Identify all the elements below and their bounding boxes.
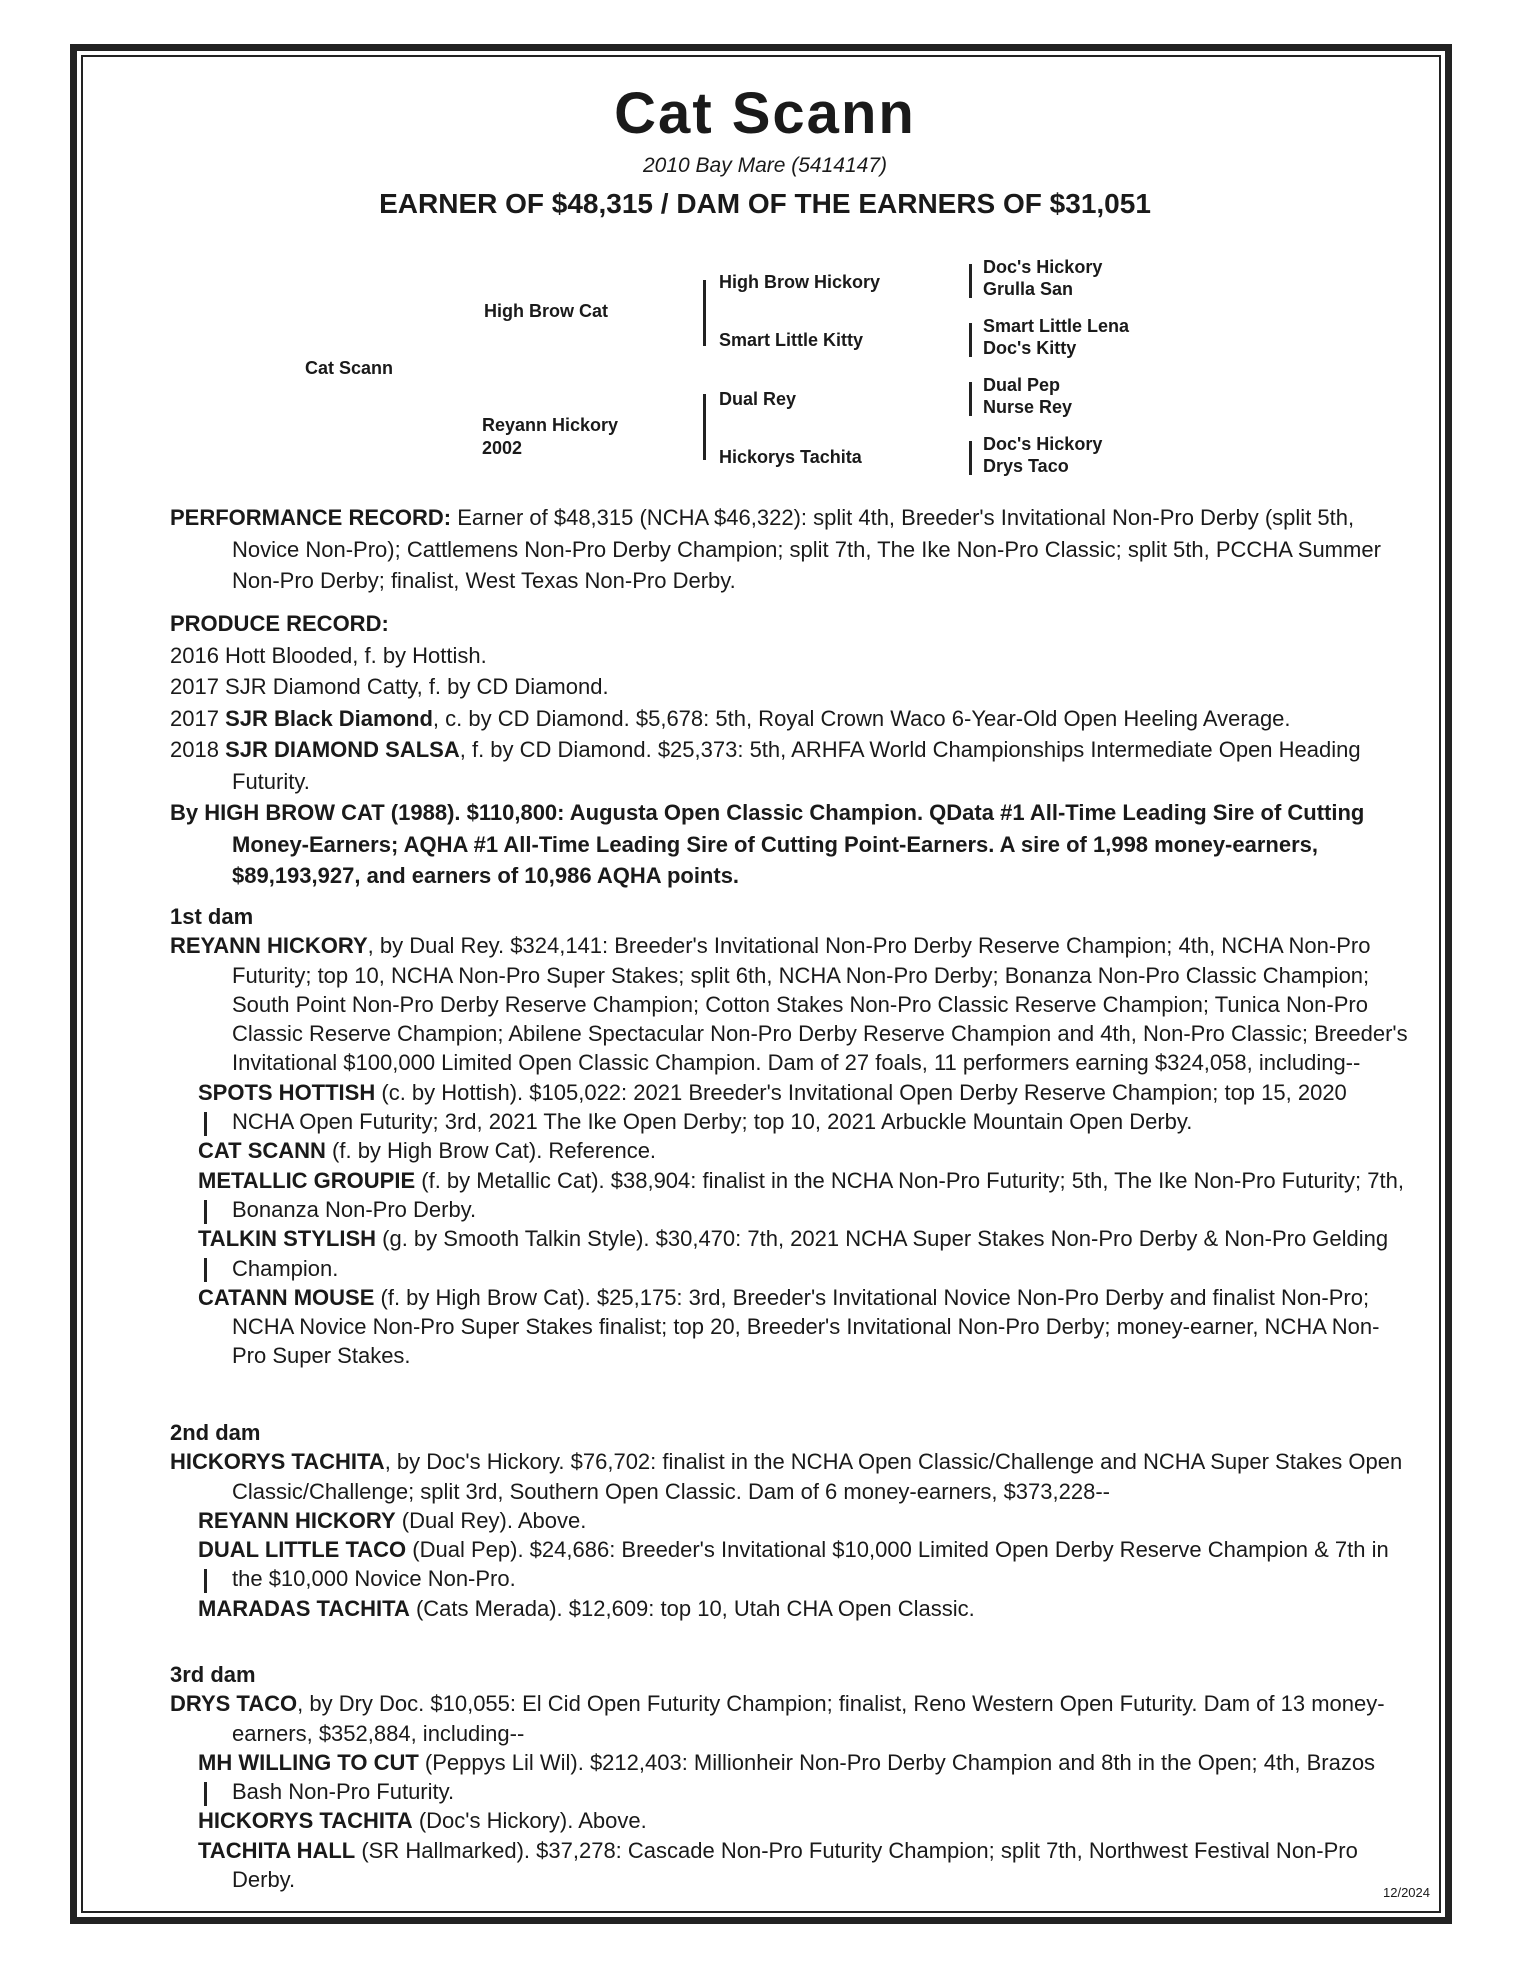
pedigree-gen4-item: Nurse Rey [983,397,1073,417]
continuation-bar [204,1569,207,1593]
continuation-bar [204,1200,207,1224]
offspring-entry: REYANN HICKORY (Dual Rey). Above. [198,1507,587,1533]
pedigree-gen4-item: Doc's Kitty [983,338,1077,358]
offspring-entry: MARADAS TACHITA (Cats Merada). $12,609: top 10, Utah CHA Open Classic. [198,1595,975,1621]
third-dam-section [170,1660,1410,1894]
pedigree-gen4-item: Grulla San [983,279,1074,299]
performance-record [170,502,1410,597]
third-dam-label: 3rd dam [170,1662,256,1687]
pedigree-gen4-item: Dual Pep [983,375,1061,395]
produce-item: 2018 SJR DIAMOND SALSA, f. by CD Diamond. $25,373: 5th, ARHFA World Championships Intermediate Open Heading Futurity. [170,737,1361,794]
first-dam-description: REYANN HICKORY, by Dual Rey. $324,141: Breeder's Invitational Non-Pro Derby Reserve Champion; 4th, NCHA Non-Pro Futurity; top 10, NCHA Non-Pro Super Stakes; split 6th, NCHA Non-Pro Derby; Bonanza Non-Pro Classic Champion; South Point Non-Pro Derby Reserve Champion; Cotton Stakes Non-Pro Classic Reserve Champion; Tunica Non-Pro Classic Reserve Champion; Abilene Spectacular Non-Pro Derby Reserve Champion and 4th, Non-Pro Classic; Breeder's Invitational $100,000 Limited Open Classic Champion. Dam of 27 foals, 11 performers earning $324,058, including-- [170,933,1408,1076]
pedigree-bracket-gen4 [969,441,972,475]
second-dam-section [170,1418,1410,1623]
produce-item: 2017 SJR Black Diamond, c. by CD Diamond. $5,678: 5th, Royal Crown Waco 6-Year-Old Open Heeling Average. [170,705,1291,731]
earnings-headline: EARNER OF $48,315 / DAM OF THE EARNERS OF $31,051 [379,188,1151,219]
continuation-bar [204,1258,207,1282]
produce-record [170,608,1410,892]
page-title: Cat Scann [614,81,916,146]
offspring-entry: METALLIC GROUPIE (f. by Metallic Cat). $38,904: finalist in the NCHA Non-Pro Futurity; 5th, The Ike Non-Pro Futurity; 7th, Bonanza Non-Pro Derby. [198,1167,1404,1222]
pedigree-gen4-item: Smart Little Lena [983,316,1130,336]
performance-text: Earner of $48,315 (NCHA $46,322): split 4th, Breeder's Invitational Non-Pro Derby (split 5th, Novice Non-Pro); Cattlemens Non-Pro Derby Champion; split 7th, The Ike Non-Pro Classic; split 5th, PCCHA Summer Non-Pro Derby; finalist, West Texas Non-Pro Derby. [232,505,1381,593]
pedigree-gen3-item: Dual Rey [719,389,797,409]
pedigree-bracket-gen4 [969,264,972,298]
first-dam-label: 1st dam [170,904,254,929]
offspring-entry: HICKORYS TACHITA (Doc's Hickory). Above. [198,1808,647,1834]
produce-item: 2016 Hott Blooded, f. by Hottish. [170,642,487,668]
horse-subtitle: 2010 Bay Mare (5414147) [643,154,887,177]
third-dam-description: DRYS TACO, by Dry Doc. $10,055: El Cid Open Futurity Champion; finalist, Reno Western Open Futurity. Dam of 13 money-earners, $352,884, including-- [170,1691,1385,1746]
first-dam-section [170,902,1410,1371]
produce-label: PRODUCE RECORD: [170,611,389,636]
pedigree-gen3-item: Smart Little Kitty [719,330,864,350]
produce-item: 2017 SJR Diamond Catty, f. by CD Diamond. [170,674,609,699]
offspring-entry: CATANN MOUSE (f. by High Brow Cat). $25,175: 3rd, Breeder's Invitational Novice Non-Pro Derby and finalist Non-Pro; NCHA Novice Non-Pro Super Stakes finalist; top 20, Breeder's Invitational Non-Pro Derby; money-earner, NCHA Non-Pro Super Stakes. [198,1284,1380,1369]
continuation-bar [204,1112,207,1136]
offspring-entry: SPOTS HOTTISH (c. by Hottish). $105,022: 2021 Breeder's Invitational Open Derby Reserve Champion; top 15, 2020 NCHA Open Futurity; 3rd, 2021 The Ike Open Derby; top 10, 2021 Arbuckle Mountain Open Derby. [198,1079,1347,1135]
pedigree-bracket-gen4 [969,323,972,357]
offspring-entry: CAT SCANN (f. by High Brow Cat). Reference. [198,1138,657,1164]
pedigree-bracket-gen4 [969,382,972,416]
offspring-entry: TALKIN STYLISH (g. by Smooth Talkin Style). $30,470: 7th, 2021 NCHA Super Stakes Non-Pro Derby & Non-Pro Gelding Champion. [198,1226,1389,1281]
continuation-bar [204,1782,207,1806]
pedigree-subject: Cat Scann [305,358,394,378]
pedigree-gen4-item: Doc's Hickory [983,434,1103,454]
performance-label: PERFORMANCE RECORD: [170,505,452,530]
pedigree-gen4-item: Doc's Hickory [983,257,1103,277]
pedigree-gen3-item: High Brow Hickory [719,272,881,292]
second-dam-label: 2nd dam [170,1420,261,1445]
pedigree-sire: High Brow Cat [484,301,608,321]
sire-note: By HIGH BROW CAT (1988). $110,800: Augusta Open Classic Champion. QData #1 All-Time Leading Sire of Cutting Money-Earners; AQHA #1 All-Time Leading Sire of Cutting Point-Earners. A sire of 1,998 money-earners, $89,193,927, and earners of 10,986 AQHA points. [170,800,1365,888]
offspring-entry: DUAL LITTLE TACO (Dual Pep). $24,686: Breeder's Invitational $10,000 Limited Open Derby Reserve Champion & 7th in the $10,000 Novice Non-Pro. [198,1537,1389,1592]
pedigree-bracket-sire [703,280,706,346]
pedigree-gen4-item: Drys Taco [983,456,1069,476]
pedigree-dam: Reyann Hickory [482,415,619,435]
second-dam-description: HICKORYS TACHITA, by Doc's Hickory. $76,702: finalist in the NCHA Open Classic/Challenge and NCHA Super Stakes Open Classic/Challenge; split 3rd, Southern Open Classic. Dam of 6 money-earners, $373,228-- [170,1449,1403,1504]
pedigree-bracket-dam [703,394,706,460]
pedigree-gen3-item: Hickorys Tachita [719,447,862,467]
offspring-entry: TACHITA HALL (SR Hallmarked). $37,278: Cascade Non-Pro Futurity Champion; split 7th, Northwest Festival Non-Pro Derby. [198,1837,1358,1893]
pedigree-dam-year: 2002 [482,438,523,458]
offspring-entry: MH WILLING TO CUT (Peppys Lil Wil). $212,403: Millionheir Non-Pro Derby Champion and 8th in the Open; 4th, Brazos Bash Non-Pro Futurity. [198,1749,1376,1805]
revision-date: 12/2024 [1383,1885,1430,1900]
